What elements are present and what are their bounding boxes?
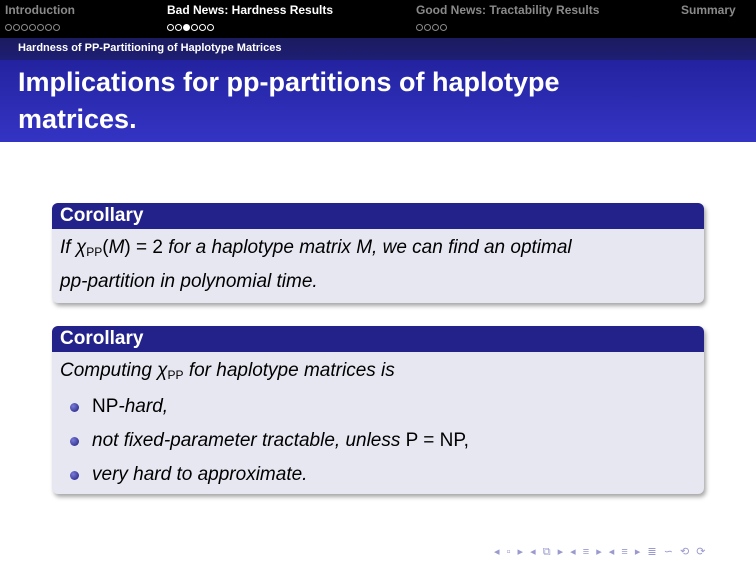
equation-text: P = NP, xyxy=(405,430,469,451)
paren: ( xyxy=(102,237,109,258)
np-text: NP xyxy=(92,396,119,417)
nav-dot[interactable] xyxy=(207,24,214,31)
frame-title-bar xyxy=(0,60,756,142)
nav-dot[interactable] xyxy=(29,24,36,31)
matrix-symbol: M xyxy=(108,237,125,258)
beamer-navigation-icons[interactable]: ◂ ▫ ▸ ◂ ⧉ ▸ ◂ ≡ ▸ ◂ ≡ ▸ ≣ ∽ ⟲ ⟳ xyxy=(494,546,708,558)
nav-dot[interactable] xyxy=(53,24,60,31)
nav-dot[interactable] xyxy=(416,24,423,31)
list-item-text: very hard to approximate. xyxy=(92,464,308,485)
list-item-text: -hard, xyxy=(118,396,169,417)
bullet-icon xyxy=(70,403,79,412)
nav-dot[interactable] xyxy=(432,24,439,31)
nav-dot[interactable] xyxy=(424,24,431,31)
corollary-2-body xyxy=(52,352,704,494)
corollary-2-text: for haplotype matrices is xyxy=(183,360,395,381)
nav-dot[interactable] xyxy=(440,24,447,31)
nav-dot[interactable] xyxy=(45,24,52,31)
nav-section-good-news[interactable]: Good News: Tractability Results xyxy=(416,3,600,17)
corollary-2-text: Computing xyxy=(60,360,158,381)
list-item-text: not fixed-parameter tractable, unless xyxy=(92,430,406,451)
bullet-icon xyxy=(70,471,79,480)
bullet-icon xyxy=(70,437,79,446)
chi-subscript: PP xyxy=(167,368,184,382)
list-item xyxy=(92,458,694,492)
nav-dots-good-news xyxy=(416,18,448,28)
corollary-block-1 xyxy=(52,203,704,303)
corollary-2-title: Corollary xyxy=(52,326,704,352)
nav-dot[interactable] xyxy=(199,24,206,31)
nav-dots-bad-news xyxy=(167,18,215,28)
subsection-bar xyxy=(0,38,756,60)
nav-dot[interactable] xyxy=(183,24,190,31)
nav-section-introduction[interactable]: Introduction xyxy=(5,3,75,17)
frame-title: Implications for pp-partitions of haplotype matrices. xyxy=(18,67,560,134)
corollary-1-line-2: pp-partition in polynomial time. xyxy=(60,271,318,292)
chi-subscript: PP xyxy=(86,245,103,259)
nav-dots-introduction xyxy=(5,18,61,28)
chi-symbol: χ xyxy=(157,360,168,381)
nav-dot[interactable] xyxy=(13,24,20,31)
subsection-title[interactable]: Hardness of PP-Partitioning of Haplotype Matrices xyxy=(18,42,282,54)
corollary-1-line-1 xyxy=(60,233,694,267)
corollary-1-text: for a haplotype matrix M, we can find an optimal xyxy=(162,237,572,258)
corollary-1-title: Corollary xyxy=(52,203,704,229)
nav-dot[interactable] xyxy=(5,24,12,31)
equation-text: ) = 2 xyxy=(124,237,163,258)
corollary-2-intro xyxy=(60,356,694,390)
nav-dot[interactable] xyxy=(175,24,182,31)
chi-symbol: χ xyxy=(75,237,87,258)
list-item xyxy=(92,424,694,458)
corollary-1-body xyxy=(52,229,704,303)
list-item xyxy=(92,390,694,424)
nav-dot[interactable] xyxy=(21,24,28,31)
corollary-block-2 xyxy=(52,326,704,494)
nav-dot[interactable] xyxy=(167,24,174,31)
nav-dot[interactable] xyxy=(37,24,44,31)
corollary-1-text: If xyxy=(60,237,76,258)
nav-section-bad-news[interactable]: Bad News: Hardness Results xyxy=(167,3,334,17)
corollary-2-list xyxy=(60,390,694,492)
nav-dot[interactable] xyxy=(191,24,198,31)
nav-section-summary[interactable]: Summary xyxy=(681,3,736,17)
section-navigation-bar xyxy=(0,0,756,38)
